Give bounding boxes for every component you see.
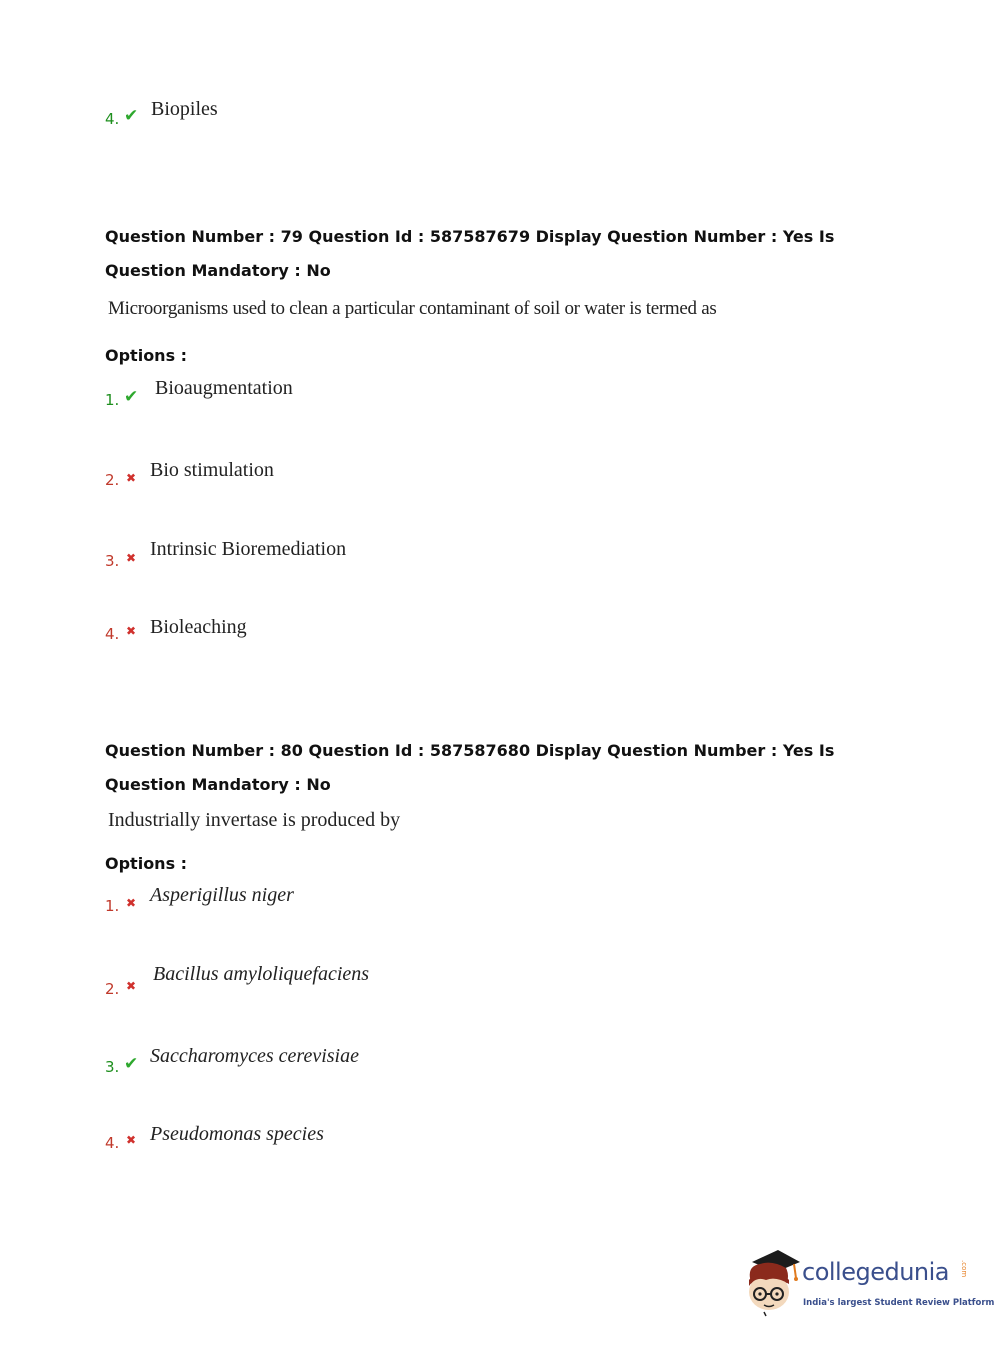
- cross-icon: ✖: [126, 471, 137, 485]
- options-label: Options :: [105, 854, 188, 873]
- options-label: Options :: [105, 346, 188, 365]
- option-number: 1.: [105, 897, 120, 915]
- option-text: Bio stimulation: [150, 459, 274, 481]
- option-number: 1.: [105, 391, 120, 409]
- option-number: 3.: [105, 1058, 120, 1076]
- option-text: Bacillus amyloliquefaciens: [153, 963, 370, 985]
- option-text: Intrinsic Bioremediation: [150, 538, 347, 560]
- collegedunia-logo: [742, 1248, 995, 1318]
- question-header: Question Number : 80 Question Id : 587587680 Display Question Number : Yes Is Question Mandatory : No: [105, 741, 835, 794]
- cross-icon: ✖: [126, 896, 137, 910]
- cross-icon: ✖: [126, 624, 137, 638]
- option-text: Bioaugmentation: [155, 377, 293, 399]
- option-number: 3.: [105, 552, 120, 570]
- check-icon: ✔: [124, 387, 139, 407]
- question-text: Industrially invertase is produced by: [108, 809, 401, 831]
- brand-domain: .com: [960, 1260, 968, 1278]
- question-text: Microorganisms used to clean a particular contaminant of soil or water is termed as: [108, 298, 717, 319]
- brand-tagline: India's largest Student Review Platform: [803, 1298, 995, 1308]
- option-text: Bioleaching: [150, 616, 247, 638]
- question-header: Question Number : 79 Question Id : 587587679 Display Question Number : Yes Is Question Mandatory : No: [105, 227, 835, 280]
- option-number: 4.: [105, 110, 120, 128]
- mascot-icon: [742, 1248, 802, 1318]
- brand-name: collegedunia: [802, 1258, 950, 1286]
- option-text: Pseudomonas species: [150, 1123, 324, 1145]
- check-icon: ✔: [124, 106, 139, 126]
- option-number: 2.: [105, 471, 120, 489]
- cross-icon: ✖: [126, 551, 137, 565]
- cross-icon: ✖: [126, 1133, 137, 1147]
- option-number: 2.: [105, 980, 120, 998]
- option-number: 4.: [105, 1134, 120, 1152]
- option-text: Biopiles: [151, 98, 218, 120]
- option-number: 4.: [105, 625, 120, 643]
- check-icon: ✔: [124, 1054, 139, 1074]
- option-text: Saccharomyces cerevisiae: [150, 1045, 359, 1067]
- cross-icon: ✖: [126, 979, 137, 993]
- option-text: Asperigillus niger: [150, 884, 294, 906]
